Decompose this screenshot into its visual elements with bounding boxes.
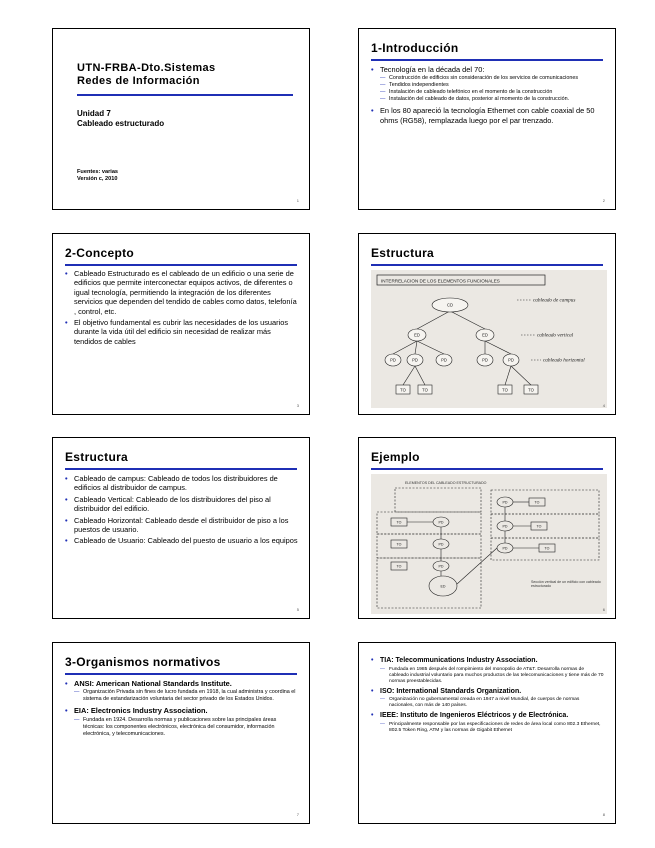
slide-title: 1-Introducción [371, 41, 459, 55]
node-pd-label: PD [508, 357, 514, 363]
slide-title: 2-Concepto [65, 246, 134, 260]
label-cableado-vertical: cableado vertical [537, 332, 574, 339]
sub-item: — Fundada en 1985 después del rompimiento del monopolio de AT&T. Desarrolla normas de cableado industrial voluntario para muchos productos de las telecomunicaciones y tiene más de 70 normas preestablecidas. [380, 667, 605, 685]
bullet-list [65, 269, 299, 348]
bullet-item: • Cableado Horizontal: Cableado desde el distribuidor de piso a los puestos de usuario. [65, 516, 299, 535]
tag-to: TO [544, 546, 550, 551]
bullet-item: • Cableado de Usuario: Cableado del puesto de usuario a los equipos [65, 536, 299, 545]
org-heading: EIA: Electronics Industry Association. [74, 706, 208, 716]
bullet-list [65, 679, 299, 741]
tag-to: TO [396, 564, 402, 569]
structure-diagram [371, 270, 607, 408]
slide-2-introduccion [358, 28, 616, 210]
cover-sources [77, 169, 118, 183]
bullet-item [371, 712, 605, 734]
bullet-item [65, 706, 299, 737]
bullet-item: • Cableado Estructurado es el cableado de un edificio o una serie de edificios que permite interconectar equipos activos, de diferentes o igual tecnología, permitiendo la integración de los diferentes servicios que dependen del tendido de cables como datos, telefonía , control, etc. [65, 269, 299, 316]
page-number: 5 [296, 607, 299, 612]
node-pd-label: PD [390, 357, 396, 363]
bullet-item: • Cableado de campus: Cableado de todos los distribuidores de edificios al distribuidor de campus. [65, 474, 299, 493]
sub-item: — Fundada en 1924. Desarrolla normas y publicaciones sobre las principales áreas técnicas: los componentes electrónicos, electrónica del consumidor, información electrónica, y telecomunicaciones. [74, 717, 299, 738]
example-note-wrap [531, 580, 601, 608]
example-note: Sección vertical de un edificio con cableado estructurado [531, 580, 601, 589]
sub-list [380, 75, 605, 103]
bullet-list [371, 65, 605, 127]
slide-title: Ejemplo [371, 450, 420, 464]
tag-pd: PD [438, 520, 444, 525]
org-heading: TIA: Telecommunications Industry Association. [380, 657, 538, 664]
sub-list [74, 717, 299, 738]
node-to-label: TO [502, 387, 508, 393]
sub-item: — Construcción de edificios sin consideración de los servicios de comunicaciones [380, 75, 605, 82]
slide-3-concepto [52, 233, 310, 415]
node-ed-label: ED [414, 332, 420, 338]
tag-pd: PD [502, 524, 508, 529]
sub-item: — Tendidos independientes [380, 82, 605, 89]
slide-1-cover [52, 28, 310, 210]
page-number: 2 [602, 198, 605, 203]
page-number: 7 [296, 812, 299, 817]
version-label: Versión c, 2010 [77, 176, 118, 182]
title-rule [371, 468, 603, 470]
bullet-item: • El objetivo fundamental es cubrir las necesidades de los usuarios durante la vida útil del edificio sin necesidad de realizar más tendidos de cables [65, 318, 299, 346]
sub-list [380, 667, 605, 685]
cover-subtitle [77, 109, 164, 129]
title-rule [371, 59, 603, 61]
label-cableado-campus: cableado de campus [533, 297, 576, 304]
sub-item: — Principalmente responsable por las especificaciones de redes de área local como 802.3 Ethernet, 802.5 Token Ring, ATM y las normas de Gigabit Ethernet [380, 722, 605, 734]
label-cableado-horizontal: cableado horizontal [543, 357, 585, 364]
bullet-list [371, 657, 605, 737]
sub-item: — Instalación del cableado de datos, posterior al momento de la construcción. [380, 96, 605, 103]
tag-pd: PD [502, 546, 508, 551]
title-rule [371, 264, 603, 266]
slide-5-estructura-text [52, 437, 310, 619]
sub-list [380, 722, 605, 734]
cover-title [77, 62, 216, 88]
tag-pd: PD [438, 564, 444, 569]
tag-to: TO [534, 500, 540, 505]
node-cd-label: CD [446, 302, 454, 308]
slide-4-estructura-diagram [358, 233, 616, 415]
title-rule [65, 468, 297, 470]
tag-to: TO [396, 520, 402, 525]
page-number: 3 [296, 403, 299, 408]
bullet-item [371, 65, 605, 103]
subject-label: Cableado estructurado [77, 119, 165, 128]
org-heading: ANSI: American National Standards Institute. [74, 679, 232, 688]
sub-item: — Organización no gubernamental creada en 1947 a nivel Mundial, de cuerpos de normas nacionales, con más de 140 países. [380, 697, 605, 709]
slide-8-organismos-cont [358, 642, 616, 824]
page-number: 6 [602, 607, 605, 612]
tag-to: TO [536, 524, 542, 529]
bullet-item [65, 679, 299, 703]
sources-label: Fuentes: varias [77, 169, 119, 175]
node-pd-label: PD [412, 357, 418, 363]
example-diagram-svg [371, 474, 609, 614]
node-pd-label: PD [482, 357, 488, 363]
bullet-item [371, 657, 605, 685]
slide-7-organismos [52, 642, 310, 824]
structure-diagram-svg [371, 270, 609, 408]
bullet-item: • Cableado Vertical: Cableado de los distribuidores del piso al distribuidor del edificio. [65, 495, 299, 514]
slide-title: Estructura [371, 246, 435, 260]
sub-list [380, 697, 605, 709]
slide-title: 3-Organismos normativos [65, 655, 221, 669]
node-to-label: TO [528, 387, 534, 393]
org-heading: IEEE: Instituto de Ingenieros Eléctricos y de Electrónica. [380, 712, 569, 720]
cover-title-line-1: UTN-FRBA-Dto.Sistemas [77, 62, 216, 74]
example-caption: ELEMENTOS DEL CABLEADO ESTRUCTURADO [405, 481, 487, 485]
org-heading: ISO: International Standards Organization. [380, 687, 522, 695]
unit-label: Unidad 7 [77, 109, 111, 118]
sub-item: — Instalación de cableado telefónico en el momento de la construcción [380, 89, 605, 96]
bullet-text: Tecnología en la década del 70: [380, 65, 485, 74]
tag-to: TO [396, 542, 402, 547]
node-pd-label: PD [441, 357, 447, 363]
bullet-item: • En los 80 apareció la tecnología Ethernet con cable coaxial de 50 ohms (RG58), remplazada luego por el par trenzado. [371, 106, 605, 125]
sub-list [74, 689, 299, 703]
example-diagram [371, 474, 607, 614]
slide-6-ejemplo [358, 437, 616, 619]
cover-title-line-2: Redes de Información [77, 75, 200, 87]
bullet-item [371, 688, 605, 710]
title-rule [65, 673, 297, 675]
tag-pd: PD [438, 542, 444, 547]
sub-item: — Organización Privada sin fines de lucro fundada en 1918, la cual administra y coordina el sistema de estandarización voluntaria del sector privado de los Estados Unidos. [74, 689, 299, 703]
title-rule [77, 94, 293, 96]
page-number: 1 [296, 198, 299, 203]
page-number: 8 [602, 812, 605, 817]
page-number: 4 [602, 403, 605, 408]
bullet-list [65, 474, 299, 548]
tag-pd: PD [502, 500, 508, 505]
slide-title: Estructura [65, 450, 129, 464]
node-ed-label: ED [482, 332, 488, 338]
diagram-header: INTERRELACION DE LOS ELEMENTOS FUNCIONALES [381, 278, 500, 284]
tag-ed: ED [440, 584, 446, 589]
node-to-label: TO [400, 387, 406, 393]
node-to-label: TO [422, 387, 428, 393]
title-rule [65, 264, 297, 266]
